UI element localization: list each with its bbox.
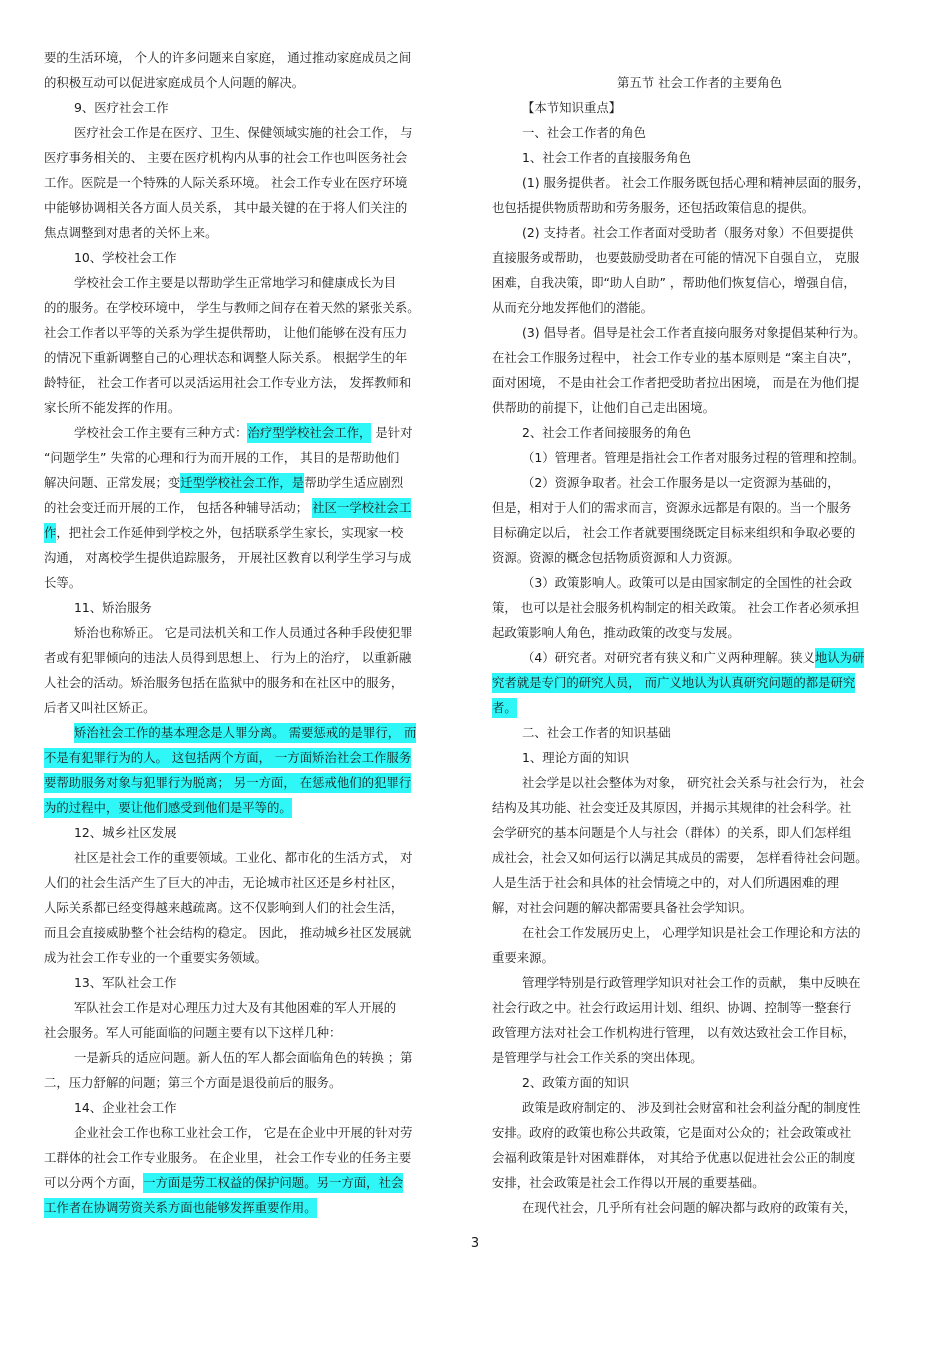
line-text: 困难，自我决策，即“助人自助” ，帮助他们恢复信心，增强自信， [492, 275, 856, 290]
text-line [492, 645, 907, 670]
line-text: 1、社会工作者的直接服务角色 [522, 150, 691, 165]
highlighted-text: 社区一学校社会工 [312, 498, 411, 518]
line-text: “问题学生” 失常的心理和行为而开展的工作， 其目的是帮助他们 [44, 450, 400, 465]
text-line [492, 170, 907, 195]
line-text: 人社会的活动。矫治服务包括在监狱中的服务和在社区中的服务， [44, 675, 404, 690]
line-text: 安排，社会政策是社会工作得以开展的重要基础。 [492, 1175, 765, 1190]
text-line [44, 795, 459, 820]
text-line [44, 270, 459, 295]
text-line [492, 370, 907, 395]
text-line [492, 945, 907, 970]
text-line [492, 745, 907, 770]
text-line [492, 1045, 907, 1070]
text-line [492, 845, 907, 870]
line-text: 医疗社会工作是在医疗、卫生、保健领域实施的社会工作， 与 [74, 125, 413, 140]
line-text: 在现代社会，几乎所有社会问题的解决都与政府的政策有关， [522, 1200, 857, 1215]
text-line [492, 770, 907, 795]
text-line [44, 120, 459, 145]
text-line [492, 1145, 907, 1170]
line-text: 1、理论方面的知识 [522, 750, 630, 765]
line-text: 社会行政之中。社会行政运用计划、组织、协调、控制等一整套行 [492, 1000, 852, 1015]
line-text: 人际关系都已经变得越来越疏离。这不仅影响到人们的社会生活， [44, 900, 404, 915]
text-line [492, 795, 907, 820]
text-line [492, 445, 907, 470]
line-text: 12、城乡社区发展 [74, 825, 177, 840]
text-line [492, 345, 907, 370]
line-text-after: ，把社会工作延伸到学校之外，包括联系学生家长，实现家一校 [56, 525, 404, 540]
text-line [44, 320, 459, 345]
text-line [492, 245, 907, 270]
line-text: 目标确定以后， 社会工作者就要围绕既定目标来组织和争取必要的 [492, 525, 856, 540]
text-line [44, 695, 459, 720]
line-text: 工作。医院是一个特殊的人际关系环境。 社会工作专业在医疗环境 [44, 175, 408, 190]
text-line [44, 45, 459, 70]
line-text: 医疗事务相关的、 主要在医疗机构内从事的社会工作也叫医务社会 [44, 150, 408, 165]
highlighted-text: 迁型学校社会工作，是 [180, 473, 304, 493]
line-text: 成社会，社会又如何运行以满足其成员的需要， 怎样看待社会问题。 [492, 850, 868, 865]
text-line [44, 670, 459, 695]
line-text: 要的生活环境， 个人的许多问题来自家庭， 通过推动家庭成员之间 [44, 50, 412, 65]
line-text: 焦点调整到对患者的关怀上来。 [44, 225, 218, 240]
text-line [492, 1120, 907, 1145]
text-line [492, 420, 907, 445]
text-line [492, 470, 907, 495]
line-text: 的社会变迁而开展的工作， 包括各种辅导活动； [44, 500, 313, 515]
text-line [492, 320, 907, 345]
text-line [44, 245, 459, 270]
text-line [492, 995, 907, 1020]
line-text: 14、企业社会工作 [74, 1100, 177, 1115]
line-text: 9、医疗社会工作 [74, 100, 169, 115]
text-line [44, 995, 459, 1020]
line-text: 企业社会工作也称工业社会工作， 它是在企业中开展的针对劳 [74, 1125, 413, 1140]
text-line [492, 620, 907, 645]
line-text: 社会学是以社会整体为对象， 研究社会关系与社会行为， 社会 [522, 775, 865, 790]
text-line [44, 595, 459, 620]
line-text: 管理学特别是行政管理学知识对社会工作的贡献， 集中反映在 [522, 975, 861, 990]
text-line [44, 420, 459, 445]
line-text: 重要来源。 [492, 950, 554, 965]
line-text: 在社会工作发展历史上， 心理学知识是社会工作理论和方法的 [522, 925, 861, 940]
text-line [44, 370, 459, 395]
line-text: （2）资源争取者。社会工作服务是以一定资源为基础的， [522, 475, 840, 490]
line-text: 龄特征， 社会工作者可以灵活运用社会工作专业方法， 发挥教师和 [44, 375, 412, 390]
text-line [492, 695, 907, 720]
line-text: 供帮助的前提下，让他们自己走出困境。 [492, 400, 716, 415]
line-text: 2、社会工作者间接服务的角色 [522, 425, 691, 440]
line-text: 解决问题、正常发展；变 [44, 475, 181, 490]
text-line [492, 970, 907, 995]
line-text: 二，压力舒解的问题；第三个方面是退役前后的服务。 [44, 1075, 342, 1090]
highlighted-text: 作 [44, 523, 56, 543]
text-line [492, 570, 907, 595]
line-text: 二、社会工作者的知识基础 [522, 725, 671, 740]
line-text: 会学研究的基本问题是个人与社会（群体）的关系，即人们怎样组 [492, 825, 852, 840]
text-line [492, 95, 907, 120]
text-line [492, 1020, 907, 1045]
text-line [492, 70, 907, 95]
highlighted-text: 究者就是专门的研究人员， 而广义地认为认真研究问题的都是研究 [492, 673, 855, 693]
line-text: 从而充分地发挥他们的潜能。 [492, 300, 654, 315]
line-text: 成为社会工作专业的一个重要实务领域。 [44, 950, 268, 965]
text-line [492, 295, 907, 320]
text-line [44, 1170, 459, 1195]
line-text: 解，对社会问题的解决都需要具备社会学知识。 [492, 900, 753, 915]
line-text: 沟通， 对离校学生提供追踪服务， 开展社区教育以利学生学习与成 [44, 550, 412, 565]
line-text: 10、学校社会工作 [74, 250, 177, 265]
line-text: 结构及其功能、社会变迁及其原因，并揭示其规律的社会科学。社 [492, 800, 852, 815]
text-line [492, 870, 907, 895]
text-line [44, 870, 459, 895]
text-line [492, 1095, 907, 1120]
line-text: 2、政策方面的知识 [522, 1075, 630, 1090]
text-line [44, 570, 459, 595]
text-line [44, 645, 459, 670]
line-text: 工群体的社会工作专业服务。 在企业里， 社会工作专业的任务主要 [44, 1150, 412, 1165]
line-text: 家长所不能发挥的作用。 [44, 400, 181, 415]
text-line [44, 1145, 459, 1170]
text-line [492, 895, 907, 920]
text-line [492, 820, 907, 845]
line-text: （3）政策影响人。政策可以是由国家制定的全国性的社会政 [522, 575, 853, 590]
text-line [492, 520, 907, 545]
text-line [44, 470, 459, 495]
highlighted-text: 矫治社会工作的基本理念是人罪分离。 需要惩戒的是罪行， 而 [74, 723, 416, 743]
line-text: 在社会工作服务过程中， 社会工作专业的基本原则是 “案主自决”， [492, 350, 860, 365]
line-text: 13、军队社会工作 [74, 975, 177, 990]
text-line [44, 545, 459, 570]
text-line [44, 745, 459, 770]
text-line [492, 270, 907, 295]
line-text: 长等。 [44, 575, 82, 590]
line-text: 起政策影响人角色，推动政策的改变与发展。 [492, 625, 740, 640]
highlighted-text: 要帮助服务对象与犯罪行为脱离； 另一方面， 在惩戒他们的犯罪行 [44, 773, 411, 793]
line-text: 政策是政府制定的、 涉及到社会财富和社会利益分配的制度性 [522, 1100, 861, 1115]
text-line [44, 445, 459, 470]
text-line [492, 720, 907, 745]
highlighted-text: 一方面是劳工权益的保护问题。另一方面，社会 [143, 1173, 403, 1193]
text-line [44, 145, 459, 170]
text-line [44, 520, 459, 545]
line-text: 社区是社会工作的重要领域。工业化、都市化的生活方式， 对 [74, 850, 413, 865]
text-line [492, 670, 907, 695]
text-line [44, 295, 459, 320]
line-text: 但是，相对于人们的需求而言，资源永远都是有限的。当一个服务 [492, 500, 852, 515]
highlighted-text: 为的过程中，要让他们感受到他们是平等的。 [44, 798, 292, 818]
text-line [492, 145, 907, 170]
line-text: 一是新兵的适应问题。新人伍的军人都会面临角色的转换 ；第 [74, 1050, 413, 1065]
text-line [44, 770, 459, 795]
line-text: (2) 支持者。社会工作者面对受助者（服务对象）不但要提供 [522, 225, 854, 240]
line-text: 是管理学与社会工作关系的突出体现。 [492, 1050, 703, 1065]
text-line [492, 545, 907, 570]
text-line [492, 120, 907, 145]
text-line [44, 395, 459, 420]
line-text: 人是生活于社会和具体的社会情境之中的，对人们所遇困难的理 [492, 875, 839, 890]
text-line [492, 220, 907, 245]
line-text-after: 是针对 [371, 425, 413, 440]
text-line [44, 1070, 459, 1095]
text-line [492, 595, 907, 620]
text-line [44, 170, 459, 195]
line-text: 直接服务或帮助， 也要鼓励受助者在可能的情况下自强自立， 克服 [492, 250, 860, 265]
line-text: 而且会直接威胁整个社会结构的稳定。 因此， 推动城乡社区发展就 [44, 925, 412, 940]
line-text: (3) 倡导者。倡导是社会工作者直接向服务对象提倡某种行为。 [522, 325, 866, 340]
text-line [492, 45, 907, 70]
page-number: 3 [470, 1236, 480, 1251]
text-line [492, 920, 907, 945]
text-line [44, 195, 459, 220]
text-line [44, 1195, 459, 1220]
line-text: 资源。资源的概念包括物质资源和人力资源。 [492, 550, 740, 565]
highlighted-text: 工作者在协调劳资关系方面也能够发挥重要作用。 [44, 1198, 317, 1218]
line-text: 人们的社会生活产生了巨大的冲击，无论城市社区还是乡村社区， [44, 875, 404, 890]
text-line [492, 1195, 907, 1220]
right-text-column [492, 45, 907, 1220]
line-text: 一、社会工作者的角色 [522, 125, 646, 140]
highlighted-text: 不是有犯罪行为的人。 这包括两个方面， 一方面矫治社会工作服务 [44, 748, 411, 768]
line-text: 社会服务。军人可能面临的问题主要有以下这样几种： [44, 1025, 342, 1040]
line-text: 的情况下重新调整自己的心理状态和调整人际关系。 根据学生的年 [44, 350, 408, 365]
text-line [44, 345, 459, 370]
line-text: 社会工作者以平等的关系为学生提供帮助， 让他们能够在没有压力 [44, 325, 408, 340]
text-line [44, 845, 459, 870]
line-text: 学校社会工作主要是以帮助学生正常地学习和健康成长为目 [74, 275, 397, 290]
line-text: 的积极互动可以促进家庭成员个人问题的解决。 [44, 75, 305, 90]
text-line [44, 70, 459, 95]
text-line [492, 495, 907, 520]
line-text: (1) 服务提供者。 社会工作服务既包括心理和精神层面的服务， [522, 175, 870, 190]
text-line [44, 920, 459, 945]
line-text: 也包括提供物质帮助和劳务服务，还包括政策信息的提供。 [492, 200, 815, 215]
line-text: 策， 也可以是社会服务机构制定的相关政策。 社会工作者必须承担 [492, 600, 860, 615]
text-line [44, 945, 459, 970]
text-line [44, 495, 459, 520]
text-line [492, 395, 907, 420]
line-text: 【本节知识重点】 [522, 100, 622, 115]
highlighted-text: 者。 [492, 698, 517, 718]
line-text: 政管理方法对社会工作机构进行管理， 以有效达致社会工作目标， [492, 1025, 856, 1040]
line-text: 的的服务。在学校环境中， 学生与教师之间存在着天然的紧张关系。 [44, 300, 420, 315]
text-line [44, 1120, 459, 1145]
line-text: 会福利政策是针对困难群体， 对其给予优惠以促进社会公正的制度 [492, 1150, 856, 1165]
text-line [492, 195, 907, 220]
text-line [44, 720, 459, 745]
text-line [44, 895, 459, 920]
line-text: 11、矫治服务 [74, 600, 152, 615]
line-text: 安排。政府的政策也称公共政策，它是面对公众的；社会政策或社 [492, 1125, 852, 1140]
left-text-column [44, 45, 459, 1220]
text-line [44, 1045, 459, 1070]
text-line [44, 1095, 459, 1120]
text-line [44, 1020, 459, 1045]
line-text: 面对困境， 不是由社会工作者把受助者拉出困境， 而是在为他们提 [492, 375, 860, 390]
text-line [44, 970, 459, 995]
line-text: 军队社会工作是对心理压力过大及有其他困难的军人开展的 [74, 1000, 397, 1015]
line-text: 矫治也称矫正。 它是司法机关和工作人员通过各种手段使犯罪 [74, 625, 413, 640]
highlighted-text: 治疗型学校社会工作， [247, 423, 371, 443]
line-text: 中能够协调相关各方面人员关系， 其中最关键的在于将人们关注的 [44, 200, 408, 215]
line-text: 者或有犯罪倾向的违法人员得到思想上、 行为上的治疗， 以重新融 [44, 650, 412, 665]
text-line [44, 620, 459, 645]
line-text: 后者又叫社区矫正。 [44, 700, 156, 715]
line-text: 第五节 社会工作者的主要角色 [616, 75, 783, 90]
text-line [492, 1070, 907, 1095]
line-text: （4）研究者。对研究者有狭义和广义两种理解。狭义 [522, 650, 815, 665]
line-text: 学校社会工作主要有三种方式： [74, 425, 248, 440]
line-text-after: 帮助学生适应剧烈 [304, 475, 404, 490]
text-line [492, 1170, 907, 1195]
text-line [44, 95, 459, 120]
text-line [44, 820, 459, 845]
text-line [44, 220, 459, 245]
line-text: （1）管理者。管理是指社会工作者对服务过程的管理和控制。 [522, 450, 865, 465]
line-text: 可以分两个方面， [44, 1175, 144, 1190]
highlighted-text: 地认为研 [815, 648, 865, 668]
